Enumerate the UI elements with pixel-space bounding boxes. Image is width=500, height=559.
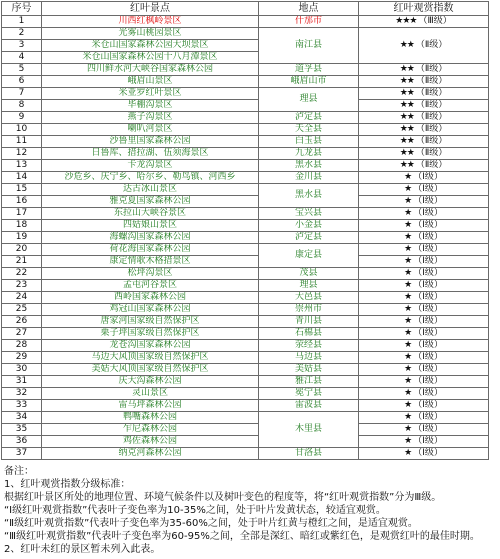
table-header-row xyxy=(2,2,489,16)
index-cell xyxy=(359,340,489,352)
table-row xyxy=(2,340,489,352)
table-row xyxy=(2,220,489,232)
scenic-spot-name: 卡龙沟景区 xyxy=(42,160,259,172)
star-rating-icon: ★★ xyxy=(399,136,414,146)
star-rating-icon: ★ xyxy=(404,436,412,446)
location-cell: 木里县 xyxy=(259,412,359,448)
star-rating-icon: ★★ xyxy=(399,64,414,74)
index-level: （Ⅱ级） xyxy=(415,76,448,86)
index-cell xyxy=(359,316,489,328)
row-number: 25 xyxy=(2,304,42,316)
row-number: 5 xyxy=(2,64,42,76)
index-level: （Ⅰ级） xyxy=(413,184,443,194)
column-header-scenic-spot: 红叶景点 xyxy=(42,2,259,16)
notes-section xyxy=(4,465,496,556)
scenic-spot-name: 达古冰山景区 xyxy=(42,184,259,196)
star-rating-icon: ★ xyxy=(404,448,412,458)
row-number: 34 xyxy=(2,412,42,424)
row-number: 7 xyxy=(2,88,42,100)
index-cell xyxy=(359,268,489,280)
scenic-spot-name: 沙危乡、庆宁乡、哈尔乡、勒鸟镇、河西乡 xyxy=(42,172,259,184)
index-level: （Ⅰ级） xyxy=(413,196,443,206)
star-rating-icon: ★ xyxy=(404,376,412,386)
index-level: （Ⅰ级） xyxy=(413,412,443,422)
index-cell xyxy=(359,88,489,100)
scenic-spot-name: 荷花海国家森林公园 xyxy=(42,244,259,256)
location-cell: 泸定县 xyxy=(259,232,359,244)
table-row xyxy=(2,172,489,184)
location-cell: 马边县 xyxy=(259,352,359,364)
location-cell: 崇州市 xyxy=(259,304,359,316)
location-cell: 理县 xyxy=(259,88,359,112)
row-number: 27 xyxy=(2,328,42,340)
index-level: （Ⅰ级） xyxy=(413,316,443,326)
row-number: 14 xyxy=(2,172,42,184)
table-row xyxy=(2,292,489,304)
star-rating-icon: ★★ xyxy=(399,40,414,50)
star-rating-icon: ★ xyxy=(404,412,412,422)
index-level: （Ⅰ级） xyxy=(413,292,443,302)
notes-line: “Ⅲ级红叶观赏指数”代表叶子变色率为60-95%之间，全部是深红、暗红或紫红色，是观赏红叶的最佳时期。 xyxy=(4,531,480,542)
index-level: （Ⅰ级） xyxy=(413,220,443,230)
table-row xyxy=(2,64,489,76)
table-row xyxy=(2,448,489,460)
location-cell: 小金县 xyxy=(259,220,359,232)
table-row xyxy=(2,328,489,340)
star-rating-icon: ★★ xyxy=(399,76,414,86)
table-row xyxy=(2,112,489,124)
index-level: （Ⅰ级） xyxy=(413,268,443,278)
notes-line: 2、红叶未红的景区暂未列入此表。 xyxy=(4,544,161,555)
notes-line: “Ⅰ级红叶观赏指数”代表叶子变色率为10-35%之间，处于叶片发黄状态，较适宜观赏。 xyxy=(4,505,386,516)
row-number: 19 xyxy=(2,232,42,244)
index-level: （Ⅰ级） xyxy=(413,424,443,434)
row-number: 22 xyxy=(2,268,42,280)
index-cell xyxy=(359,352,489,364)
index-level: （Ⅰ级） xyxy=(413,388,443,398)
star-rating-icon: ★ xyxy=(404,244,412,254)
star-rating-icon: ★ xyxy=(404,304,412,314)
index-level: （Ⅰ级） xyxy=(413,304,443,314)
index-level: （Ⅱ级） xyxy=(415,148,448,158)
scenic-spot-name: 栗子坪国家级自然保护区 xyxy=(42,328,259,340)
scenic-spot-name: 纳克河森林公园 xyxy=(42,448,259,460)
table-row xyxy=(2,232,489,244)
table-row xyxy=(2,208,489,220)
scenic-spot-name: 燕子沟景区 xyxy=(42,112,259,124)
row-number: 16 xyxy=(2,196,42,208)
row-number: 13 xyxy=(2,160,42,172)
star-rating-icon: ★ xyxy=(404,364,412,374)
index-level: （Ⅰ级） xyxy=(413,172,443,182)
table-row xyxy=(2,352,489,364)
location-cell: 九龙县 xyxy=(259,148,359,160)
location-cell: 白玉县 xyxy=(259,136,359,148)
index-level: （Ⅱ级） xyxy=(415,112,448,122)
star-rating-icon: ★ xyxy=(404,196,412,206)
scenic-spot-name: 喇叭河景区 xyxy=(42,124,259,136)
index-cell xyxy=(359,208,489,220)
star-rating-icon: ★ xyxy=(404,208,412,218)
table-row xyxy=(2,28,489,40)
table-row xyxy=(2,256,489,268)
index-cell xyxy=(359,64,489,76)
location-cell: 康定县 xyxy=(259,244,359,268)
red-leaf-index-table xyxy=(1,1,489,460)
index-cell xyxy=(359,28,489,64)
index-cell xyxy=(359,112,489,124)
table-row xyxy=(2,148,489,160)
table-row xyxy=(2,424,489,436)
index-cell xyxy=(359,448,489,460)
table-row xyxy=(2,136,489,148)
row-number: 23 xyxy=(2,280,42,292)
scenic-spot-name: 马边大风顶国家级自然保护区 xyxy=(42,352,259,364)
scenic-spot-name: 毕棚沟景区 xyxy=(42,100,259,112)
index-level: （Ⅱ级） xyxy=(415,100,448,110)
index-level: （Ⅱ级） xyxy=(415,64,448,74)
star-rating-icon: ★ xyxy=(404,328,412,338)
location-cell: 道孚县 xyxy=(259,64,359,76)
index-cell xyxy=(359,424,489,436)
index-cell xyxy=(359,388,489,400)
index-cell xyxy=(359,136,489,148)
location-cell: 青川县 xyxy=(259,316,359,328)
row-number: 21 xyxy=(2,256,42,268)
index-level: （Ⅰ级） xyxy=(413,208,443,218)
index-cell xyxy=(359,280,489,292)
index-level: （Ⅱ级） xyxy=(415,40,448,50)
table-row xyxy=(2,124,489,136)
table-row xyxy=(2,304,489,316)
star-rating-icon: ★ xyxy=(404,256,412,266)
index-cell xyxy=(359,124,489,136)
star-rating-icon: ★ xyxy=(404,268,412,278)
location-cell: 宝兴县 xyxy=(259,208,359,220)
row-number: 2 xyxy=(2,28,42,40)
location-cell: 理县 xyxy=(259,280,359,292)
location-cell: 金川县 xyxy=(259,172,359,184)
scenic-spot-name: 龙苍沟国家森林公园 xyxy=(42,340,259,352)
table-row xyxy=(2,88,489,100)
row-number: 6 xyxy=(2,76,42,88)
row-number: 37 xyxy=(2,448,42,460)
scenic-spot-name: 鸡冠山国家森林公园 xyxy=(42,304,259,316)
index-level: （Ⅱ级） xyxy=(415,160,448,170)
scenic-spot-name: 日鲁库、措拉湖、伍须海景区 xyxy=(42,148,259,160)
table-row xyxy=(2,196,489,208)
index-cell xyxy=(359,196,489,208)
index-level: （Ⅰ级） xyxy=(413,400,443,410)
index-level: （Ⅰ级） xyxy=(413,232,443,242)
table-row xyxy=(2,16,489,28)
notes-line: 根据红叶景区所处的地理位置、环境气候条件以及树叶变色的程度等，将“红叶观赏指数”分为Ⅲ级。 xyxy=(4,492,442,503)
index-cell xyxy=(359,328,489,340)
row-number: 30 xyxy=(2,364,42,376)
index-level: （Ⅱ级） xyxy=(415,124,448,134)
scenic-spot-name: 米亚罗红叶景区 xyxy=(42,88,259,100)
star-rating-icon: ★ xyxy=(404,352,412,362)
scenic-spot-name: 沙鲁里国家森林公园 xyxy=(42,136,259,148)
scenic-spot-name: 海螺沟国家森林公园 xyxy=(42,232,259,244)
row-number: 10 xyxy=(2,124,42,136)
location-cell: 峨眉山市 xyxy=(259,76,359,88)
index-level: （Ⅰ级） xyxy=(413,280,443,290)
table-row xyxy=(2,400,489,412)
location-cell: 雷波县 xyxy=(259,400,359,412)
row-number: 31 xyxy=(2,376,42,388)
index-cell xyxy=(359,100,489,112)
location-cell: 什邡市 xyxy=(259,16,359,28)
index-cell xyxy=(359,184,489,196)
row-number: 28 xyxy=(2,340,42,352)
star-rating-icon: ★★★ xyxy=(395,16,417,26)
index-level: （Ⅲ级） xyxy=(418,16,452,26)
index-cell xyxy=(359,256,489,268)
notes-line: 1、红叶观赏指数分级标准： xyxy=(4,479,131,490)
row-number: 11 xyxy=(2,136,42,148)
index-cell xyxy=(359,436,489,448)
notes-title: 备注： xyxy=(4,466,34,477)
scenic-spot-name: 鸡佐森林公园 xyxy=(42,436,259,448)
scenic-spot-name: 孟屯河谷景区 xyxy=(42,280,259,292)
index-level: （Ⅰ级） xyxy=(413,244,443,254)
index-cell xyxy=(359,220,489,232)
index-cell xyxy=(359,364,489,376)
location-cell: 雅江县 xyxy=(259,376,359,388)
index-level: （Ⅰ级） xyxy=(413,448,443,458)
index-cell xyxy=(359,304,489,316)
location-cell: 大邑县 xyxy=(259,292,359,304)
scenic-spot-name: 四姑娘山景区 xyxy=(42,220,259,232)
table-row xyxy=(2,280,489,292)
row-number: 20 xyxy=(2,244,42,256)
index-level: （Ⅰ级） xyxy=(413,340,443,350)
index-cell xyxy=(359,400,489,412)
index-cell xyxy=(359,292,489,304)
star-rating-icon: ★ xyxy=(404,388,412,398)
index-cell xyxy=(359,160,489,172)
index-level: （Ⅱ级） xyxy=(415,136,448,146)
location-cell: 美姑县 xyxy=(259,364,359,376)
star-rating-icon: ★ xyxy=(404,280,412,290)
scenic-spot-name: 西岭国家森林公园 xyxy=(42,292,259,304)
scenic-spot-name: 庆大沟森林公园 xyxy=(42,376,259,388)
scenic-spot-name: 松坪沟景区 xyxy=(42,268,259,280)
star-rating-icon: ★ xyxy=(404,220,412,230)
scenic-spot-name: 米仓山国家森林公园大坝景区 xyxy=(42,40,259,52)
table-row xyxy=(2,388,489,400)
location-cell: 天全县 xyxy=(259,124,359,136)
index-level: （Ⅰ级） xyxy=(413,256,443,266)
scenic-spot-name: 光雾山桃园景区 xyxy=(42,28,259,40)
row-number: 35 xyxy=(2,424,42,436)
table-row xyxy=(2,76,489,88)
location-cell: 石棉县 xyxy=(259,328,359,340)
index-cell xyxy=(359,76,489,88)
star-rating-icon: ★★ xyxy=(399,88,414,98)
index-level: （Ⅰ级） xyxy=(413,328,443,338)
scenic-spot-name: 川西红枫岭景区 xyxy=(42,16,259,28)
star-rating-icon: ★ xyxy=(404,400,412,410)
star-rating-icon: ★★ xyxy=(399,112,414,122)
index-cell xyxy=(359,232,489,244)
row-number: 18 xyxy=(2,220,42,232)
table-row xyxy=(2,376,489,388)
index-level: （Ⅰ级） xyxy=(413,352,443,362)
star-rating-icon: ★★ xyxy=(399,100,414,110)
row-number: 29 xyxy=(2,352,42,364)
star-rating-icon: ★ xyxy=(404,340,412,350)
star-rating-icon: ★ xyxy=(404,316,412,326)
scenic-spot-name: 康定情歌木格措景区 xyxy=(42,256,259,268)
row-number: 32 xyxy=(2,388,42,400)
location-cell: 冕宁县 xyxy=(259,388,359,400)
table-row xyxy=(2,364,489,376)
row-number: 26 xyxy=(2,316,42,328)
row-number: 15 xyxy=(2,184,42,196)
star-rating-icon: ★★ xyxy=(399,124,414,134)
location-cell: 茂县 xyxy=(259,268,359,280)
row-number: 12 xyxy=(2,148,42,160)
row-number: 8 xyxy=(2,100,42,112)
table-row xyxy=(2,268,489,280)
scenic-spot-name: 峨眉山景区 xyxy=(42,76,259,88)
scenic-spot-name: 鹎嘴森林公园 xyxy=(42,412,259,424)
location-cell: 荥经县 xyxy=(259,340,359,352)
table-row xyxy=(2,184,489,196)
row-number: 3 xyxy=(2,40,42,52)
index-cell xyxy=(359,412,489,424)
location-cell: 泸定县 xyxy=(259,112,359,124)
notes-line: “Ⅱ级红叶观赏指数”代表叶子变色率为35-60%之间，处于叶片红黄与橙红之间，是适宜观赏。 xyxy=(4,518,418,529)
scenic-spot-name: 唐家河国家级自然保护区 xyxy=(42,316,259,328)
column-header-index: 红叶观赏指数 xyxy=(359,2,489,16)
table-row xyxy=(2,160,489,172)
star-rating-icon: ★★ xyxy=(399,160,414,170)
location-cell: 黑水县 xyxy=(259,184,359,208)
star-rating-icon: ★★ xyxy=(399,148,414,158)
star-rating-icon: ★ xyxy=(404,292,412,302)
row-number: 36 xyxy=(2,436,42,448)
row-number: 33 xyxy=(2,400,42,412)
star-rating-icon: ★ xyxy=(404,184,412,194)
index-level: （Ⅰ级） xyxy=(413,436,443,446)
table-row xyxy=(2,436,489,448)
table-body xyxy=(2,16,489,460)
row-number: 1 xyxy=(2,16,42,28)
location-cell: 甘洛县 xyxy=(259,448,359,460)
scenic-spot-name: 灵山景区 xyxy=(42,388,259,400)
column-header-number: 序号 xyxy=(2,2,42,16)
location-cell: 南江县 xyxy=(259,28,359,64)
row-number: 9 xyxy=(2,112,42,124)
table-row xyxy=(2,316,489,328)
scenic-spot-name: 乍尼森林公园 xyxy=(42,424,259,436)
star-rating-icon: ★ xyxy=(404,232,412,242)
star-rating-icon: ★ xyxy=(404,172,412,182)
scenic-spot-name: 美姑大风顶国家级自然保护区 xyxy=(42,364,259,376)
index-cell xyxy=(359,172,489,184)
index-cell xyxy=(359,244,489,256)
scenic-spot-name: 米仓山国家森林公园十八月潭景区 xyxy=(42,52,259,64)
index-level: （Ⅱ级） xyxy=(415,88,448,98)
location-cell: 黑水县 xyxy=(259,160,359,172)
table-row xyxy=(2,100,489,112)
scenic-spot-name: 雅克夏国家森林公园 xyxy=(42,196,259,208)
index-level: （Ⅰ级） xyxy=(413,364,443,374)
table-row xyxy=(2,412,489,424)
index-cell xyxy=(359,376,489,388)
scenic-spot-name: 东拉山大峡谷景区 xyxy=(42,208,259,220)
row-number: 24 xyxy=(2,292,42,304)
index-level: （Ⅰ级） xyxy=(413,376,443,386)
row-number: 17 xyxy=(2,208,42,220)
scenic-spot-name: 四川鲜水河大峡谷国家森林公园 xyxy=(42,64,259,76)
column-header-location: 地点 xyxy=(259,2,359,16)
row-number: 4 xyxy=(2,52,42,64)
index-cell xyxy=(359,148,489,160)
scenic-spot-name: 雷马坪森林公园 xyxy=(42,400,259,412)
table-row xyxy=(2,244,489,256)
star-rating-icon: ★ xyxy=(404,424,412,434)
index-cell xyxy=(359,16,489,28)
